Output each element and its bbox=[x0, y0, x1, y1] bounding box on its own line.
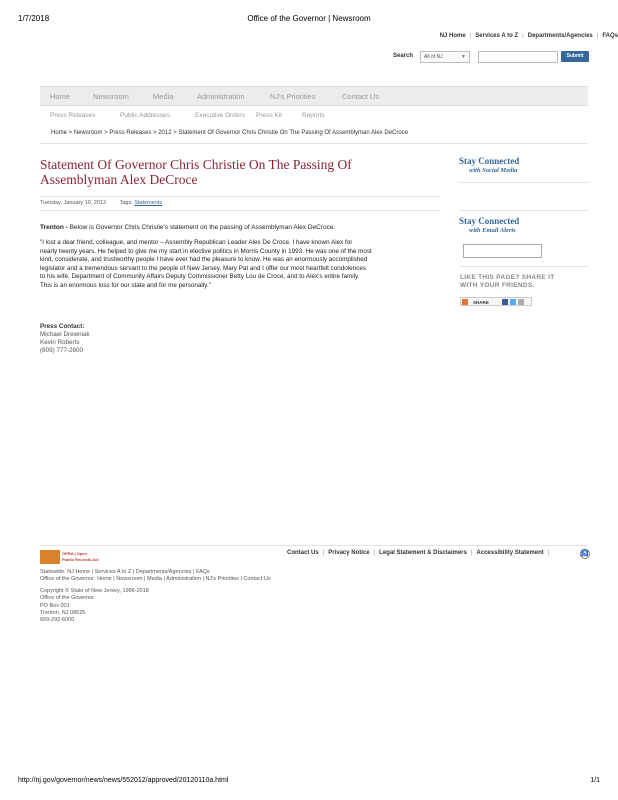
print-page-number: 1/1 bbox=[590, 777, 600, 784]
chevron-down-icon: ▼ bbox=[461, 54, 466, 60]
subnav-public-addresses[interactable]: Public Addresses bbox=[120, 112, 170, 119]
divider bbox=[40, 210, 440, 211]
address-line: Office of the Governor bbox=[40, 595, 95, 602]
subnav-press-kit[interactable]: Press Kit bbox=[256, 112, 283, 119]
body-line: "I lost a dear friend, colleague, and mentor – Assembly Republican Leader Alex De Croce. I have known Alex for bbox=[40, 239, 353, 246]
lead-place: Trenton - bbox=[40, 224, 70, 231]
share-icon bbox=[462, 299, 468, 305]
search-label: Search bbox=[393, 53, 414, 59]
divider bbox=[459, 266, 589, 267]
divider bbox=[40, 196, 440, 197]
divider bbox=[459, 210, 589, 211]
nav-newsroom[interactable]: Newsroom bbox=[93, 92, 129, 101]
separator: | bbox=[596, 33, 599, 39]
nav-home[interactable]: Home bbox=[50, 92, 71, 101]
opra-logo-text-1: OPRA | Open bbox=[62, 551, 87, 556]
contact-line: Kevin Roberts bbox=[40, 339, 80, 346]
press-contact bbox=[40, 323, 90, 355]
separator: | bbox=[373, 550, 376, 556]
article-meta bbox=[40, 200, 162, 206]
footer-nav bbox=[40, 569, 271, 583]
headline-line-1: Statement Of Governor Chris Christie On The Passing Of bbox=[40, 157, 352, 172]
nav-priorities[interactable]: NJ's Priorities bbox=[270, 92, 316, 101]
email-title: Stay Connected bbox=[459, 216, 520, 226]
nav-media[interactable]: Media bbox=[153, 92, 174, 101]
press-contact-label: Press Contact: bbox=[40, 323, 85, 330]
address-line: 609-292-6000 bbox=[40, 617, 75, 624]
nav-administration[interactable]: Administration bbox=[197, 92, 245, 101]
footer-link-legal[interactable]: Legal Statement & Disclaimers bbox=[379, 550, 467, 556]
print-date: 1/7/2018 bbox=[18, 14, 50, 23]
headline-line-2: Assemblyman Alex DeCroce bbox=[40, 172, 198, 187]
body-line: legislator and a tremendous servant to the people of New Jersey. Mary Pat and I offer our most heartfelt condolences bbox=[40, 264, 366, 272]
separator: | bbox=[469, 33, 472, 39]
separator: | bbox=[322, 550, 325, 556]
footer-link-contact[interactable]: Contact Us bbox=[287, 550, 319, 556]
separator: | bbox=[547, 550, 550, 556]
print-title: Office of the Governor | Newsroom bbox=[247, 14, 371, 23]
social-link[interactable]: with Social Media bbox=[469, 167, 518, 174]
body-line: nearly twenty years. He helped to give me my start in elective politics in Morris County in 1993. He was one of the most bbox=[40, 247, 372, 255]
share-label: SHARE bbox=[473, 300, 489, 305]
separator: | bbox=[522, 33, 524, 39]
subnav-reports[interactable]: Reports bbox=[302, 112, 325, 119]
print-url: http://nj.gov/governor/news/news/552012/approved/20120110a.html bbox=[18, 777, 229, 784]
social-title: Stay Connected bbox=[459, 156, 520, 166]
article-body bbox=[40, 239, 440, 290]
share-prompt-line-2: WITH YOUR FRIENDS. bbox=[460, 282, 535, 289]
footer-link-privacy[interactable]: Privacy Notice bbox=[328, 550, 370, 556]
search-input[interactable] bbox=[478, 51, 558, 63]
share-button[interactable] bbox=[460, 297, 532, 306]
divider bbox=[459, 182, 589, 183]
opra-logo-text-2: Public Records Act bbox=[62, 557, 99, 562]
footer-link-accessibility[interactable]: Accessibility Statement bbox=[476, 550, 544, 556]
body-line: to his wife, Department of Community Affairs Deputy Commissioner Betty Lou de Croce, and to Alex's entire family. bbox=[40, 273, 360, 280]
contact-line: Michael Drewniak bbox=[40, 331, 90, 338]
article-lead bbox=[40, 224, 440, 231]
footer-links bbox=[287, 550, 553, 556]
share-prompt bbox=[460, 274, 570, 290]
main-nav bbox=[40, 86, 588, 106]
footer-office[interactable]: Office of the Governor: Home | Newsroom | Media | Administration | NJ's Priorities | Contact Us bbox=[40, 576, 271, 582]
body-line: This is an enormous loss for our state and for me personally." bbox=[40, 281, 211, 289]
breadcrumb: Home > Newsroom > Press Releases > 2012 > Statement Of Governor Chris Christie On The Passing Of Assemblyman Alex DeCroce bbox=[51, 130, 409, 136]
tag-link-statements[interactable]: Statements bbox=[134, 200, 163, 206]
separator: | bbox=[470, 550, 473, 556]
search-submit-button[interactable]: Submit bbox=[561, 51, 589, 62]
email-input[interactable] bbox=[463, 244, 542, 258]
address-line: PO Box 001 bbox=[40, 602, 70, 609]
sidebar-social bbox=[459, 156, 599, 174]
top-link-nj-home[interactable]: NJ Home bbox=[439, 33, 466, 39]
contact-line: (609) 777-2600 bbox=[40, 347, 84, 354]
body-line: kind, considerate, and trustworthy people I have ever had the pleasure to know. He was an enormously accomplished bbox=[40, 256, 368, 263]
footer-address bbox=[40, 588, 149, 624]
accessibility-icon[interactable]: ♿ bbox=[581, 551, 589, 557]
opra-logo-mark bbox=[40, 550, 60, 564]
top-links bbox=[440, 33, 618, 39]
sidebar-email bbox=[459, 216, 599, 234]
address-line: Copyright © State of New Jersey, 1996-2018 bbox=[40, 588, 149, 594]
facebook-icon bbox=[502, 299, 508, 305]
search-scope-value: All of NJ bbox=[424, 54, 443, 60]
article-headline bbox=[40, 157, 440, 187]
subnav-executive-orders[interactable]: Executive Orders bbox=[195, 112, 245, 119]
footer-statewide[interactable]: Statewide: NJ Home | Services A to Z | Departments/Agencies | FAQs bbox=[40, 569, 210, 575]
share-prompt-line-1: LIKE THIS PAGE? SHARE IT bbox=[460, 274, 555, 281]
top-link-services[interactable]: Services A to Z bbox=[475, 33, 519, 39]
divider bbox=[40, 143, 588, 144]
article-date: Tuesday, January 10, 2012 bbox=[40, 200, 107, 206]
nav-contact[interactable]: Contact Us bbox=[342, 92, 380, 101]
opra-logo[interactable] bbox=[40, 550, 99, 564]
email-link[interactable]: with Email Alerts bbox=[469, 227, 516, 234]
email-icon bbox=[518, 299, 524, 305]
tags-label: Tags: bbox=[119, 200, 133, 206]
lead-text: Below is Governor Chris Christie's statement on the passing of Assemblyman Alex DeCroce: bbox=[69, 224, 336, 231]
top-link-departments[interactable]: Departments/Agencies bbox=[527, 33, 593, 39]
address-line: Trenton, NJ 08625 bbox=[40, 609, 86, 616]
twitter-icon bbox=[510, 299, 516, 305]
subnav-press-releases[interactable]: Press Releases bbox=[50, 112, 96, 119]
search-scope-select[interactable] bbox=[420, 51, 470, 63]
top-link-faqs[interactable]: FAQs bbox=[602, 33, 618, 39]
divider bbox=[40, 545, 588, 546]
